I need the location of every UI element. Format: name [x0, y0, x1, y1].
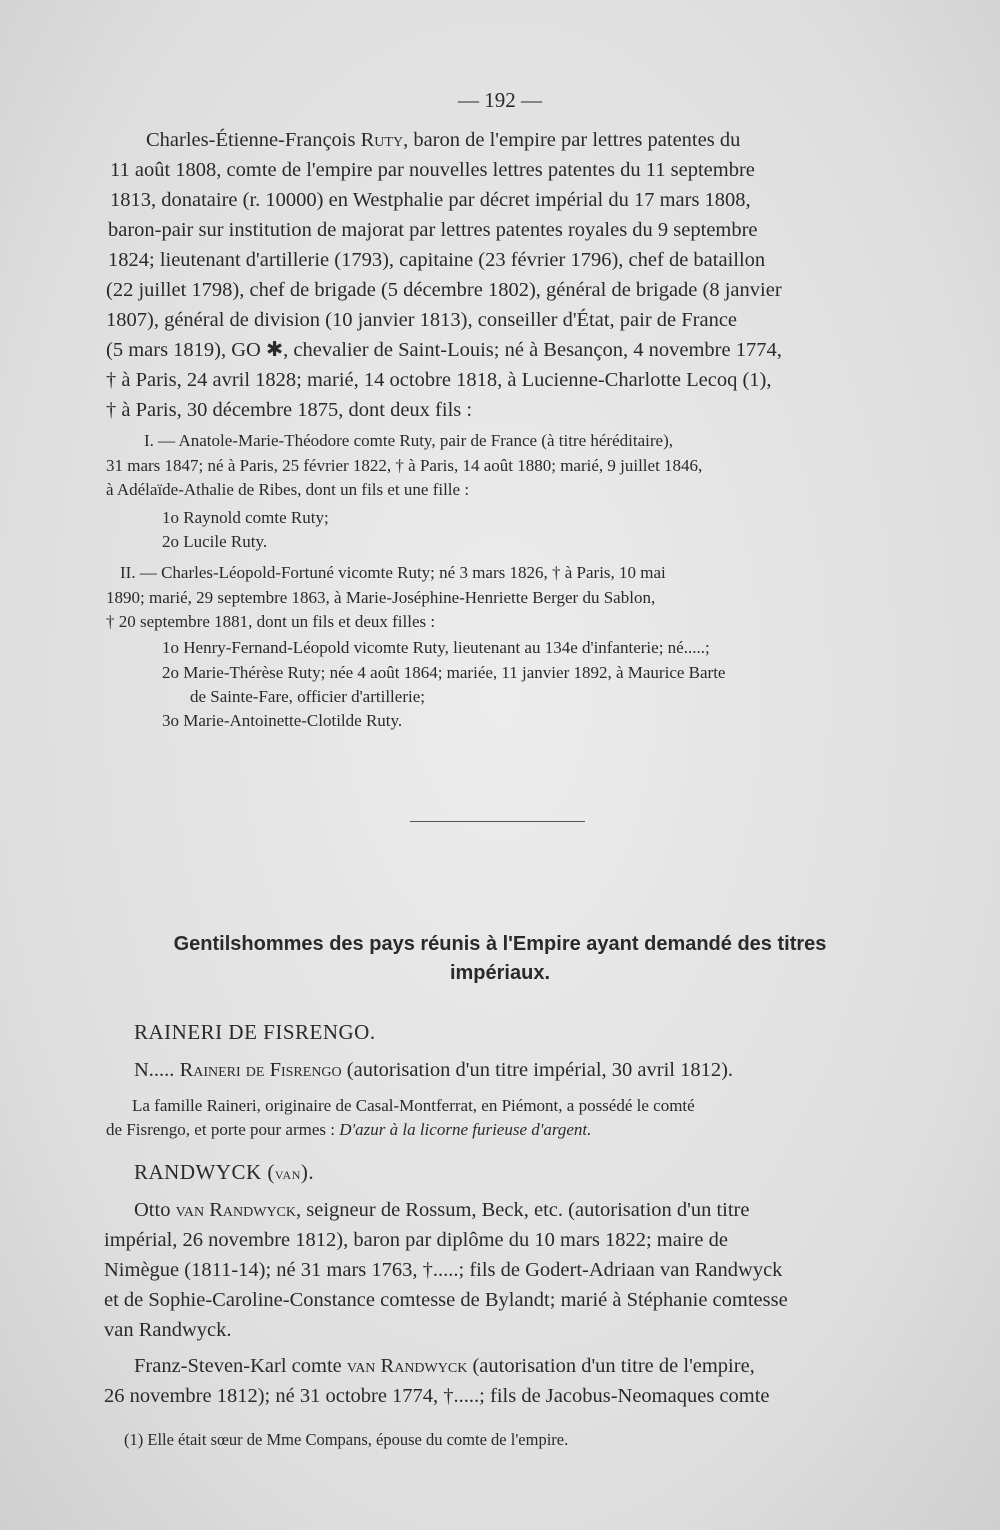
page-number: — 192 —: [458, 88, 542, 112]
son1-child-2: 2o Lucile Ruty.: [162, 532, 268, 551]
randwyck-p2-line-1: Franz-Steven-Karl comte van Randwyck (autorisation d'un titre de l'empire,: [134, 1355, 755, 1377]
section-title-line-1: Gentilshommes des pays réunis à l'Empire ayant demandé des titres: [173, 933, 827, 955]
son1-line-3: à Adélaïde-Athalie de Ribes, dont un fils et une fille :: [106, 480, 470, 499]
son2-child-2-cont: de Sainte-Fare, officier d'artillerie;: [190, 687, 425, 706]
ruty-line-10: † à Paris, 30 décembre 1875, dont deux fils :: [106, 399, 473, 421]
randwyck-heading: RANDWYCK (van).: [134, 1160, 315, 1184]
footnote: (1) Elle était sœur de Mme Compans, épouse du comte de l'empire.: [124, 1430, 569, 1449]
randwyck-p1-line-5: van Randwyck.: [104, 1319, 232, 1341]
ruty-line-3: 1813, donataire (r. 10000) en Westphalie par décret impérial du 17 mars 1808,: [110, 189, 751, 211]
randwyck-p1-line-2: impérial, 26 novembre 1812), baron par diplôme du 10 mars 1822; maire de: [104, 1229, 728, 1251]
son1-child-1: 1o Raynold comte Ruty;: [162, 508, 329, 527]
son2-line-3: † 20 septembre 1881, dont un fils et deux filles :: [106, 612, 436, 631]
ruty-line-7: 1807), général de division (10 janvier 1813), conseiller d'État, pair de France: [106, 309, 738, 331]
ruty-line-5: 1824; lieutenant d'artillerie (1793), capitaine (23 février 1796), chef de bataillon: [108, 249, 766, 271]
section-title-line-2: impériaux.: [449, 962, 551, 984]
section-title: [80, 930, 920, 988]
raineri-note-line-1: La famille Raineri, originaire de Casal-Montferrat, en Piémont, a possédé le comté: [132, 1096, 695, 1115]
ruty-line-6: (22 juillet 1798), chef de brigade (5 décembre 1802), général de brigade (8 janvier: [106, 279, 782, 301]
section-divider: [410, 821, 585, 822]
son2-child-3: 3o Marie-Antoinette-Clotilde Ruty.: [162, 711, 403, 730]
son2-child-1: 1o Henry-Fernand-Léopold vicomte Ruty, lieutenant au 134e d'infanterie; né.....;: [162, 638, 710, 657]
randwyck-p2-line-2: 26 novembre 1812); né 31 octobre 1774, †.....; fils de Jacobus-Neomaques comte: [104, 1385, 770, 1407]
randwyck-p1-line-3: Nimègue (1811-14); né 31 mars 1763, †.....; fils de Godert-Adriaan van Randwyck: [104, 1259, 783, 1281]
ruty-line-2: 11 août 1808, comte de l'empire par nouvelles lettres patentes du 11 septembre: [110, 159, 755, 181]
ruty-line-1: Charles-Étienne-François Ruty, baron de l'empire par lettres patentes du: [146, 129, 741, 151]
son1-line-1: I. — Anatole-Marie-Théodore comte Ruty, pair de France (à titre héréditaire),: [144, 431, 673, 450]
randwyck-p1-line-4: et de Sophie-Caroline-Constance comtesse de Bylandt; marié à Stéphanie comtesse: [104, 1289, 788, 1311]
ruty-line-9: † à Paris, 24 avril 1828; marié, 14 octobre 1818, à Lucienne-Charlotte Lecoq (1),: [106, 369, 772, 391]
raineri-entry: N..... Raineri de Fisrengo (autorisation d'un titre impérial, 30 avril 1812).: [134, 1059, 734, 1081]
ruty-line-8: (5 mars 1819), GO ✱, chevalier de Saint-Louis; né à Besançon, 4 novembre 1774,: [106, 339, 782, 361]
son2-child-2: 2o Marie-Thérèse Ruty; née 4 août 1864; mariée, 11 janvier 1892, à Maurice Barte: [162, 663, 726, 682]
raineri-note-line-2: de Fisrengo, et porte pour armes : D'azur à la licorne furieuse d'argent.: [106, 1120, 592, 1139]
son1-line-2: 31 mars 1847; né à Paris, 25 février 1822, † à Paris, 14 août 1880; marié, 9 juillet 1846,: [106, 456, 703, 475]
son2-line-1: II. — Charles-Léopold-Fortuné vicomte Ruty; né 3 mars 1826, † à Paris, 10 mai: [120, 563, 666, 582]
ruty-line-4: baron-pair sur institution de majorat par lettres patentes royales du 9 septembre: [108, 219, 758, 241]
raineri-heading: RAINERI DE FISRENGO.: [134, 1020, 376, 1044]
son2-line-2: 1890; marié, 29 septembre 1863, à Marie-Joséphine-Henriette Berger du Sablon,: [106, 588, 656, 607]
randwyck-p1-line-1: Otto van Randwyck, seigneur de Rossum, Beck, etc. (autorisation d'un titre: [134, 1199, 750, 1221]
